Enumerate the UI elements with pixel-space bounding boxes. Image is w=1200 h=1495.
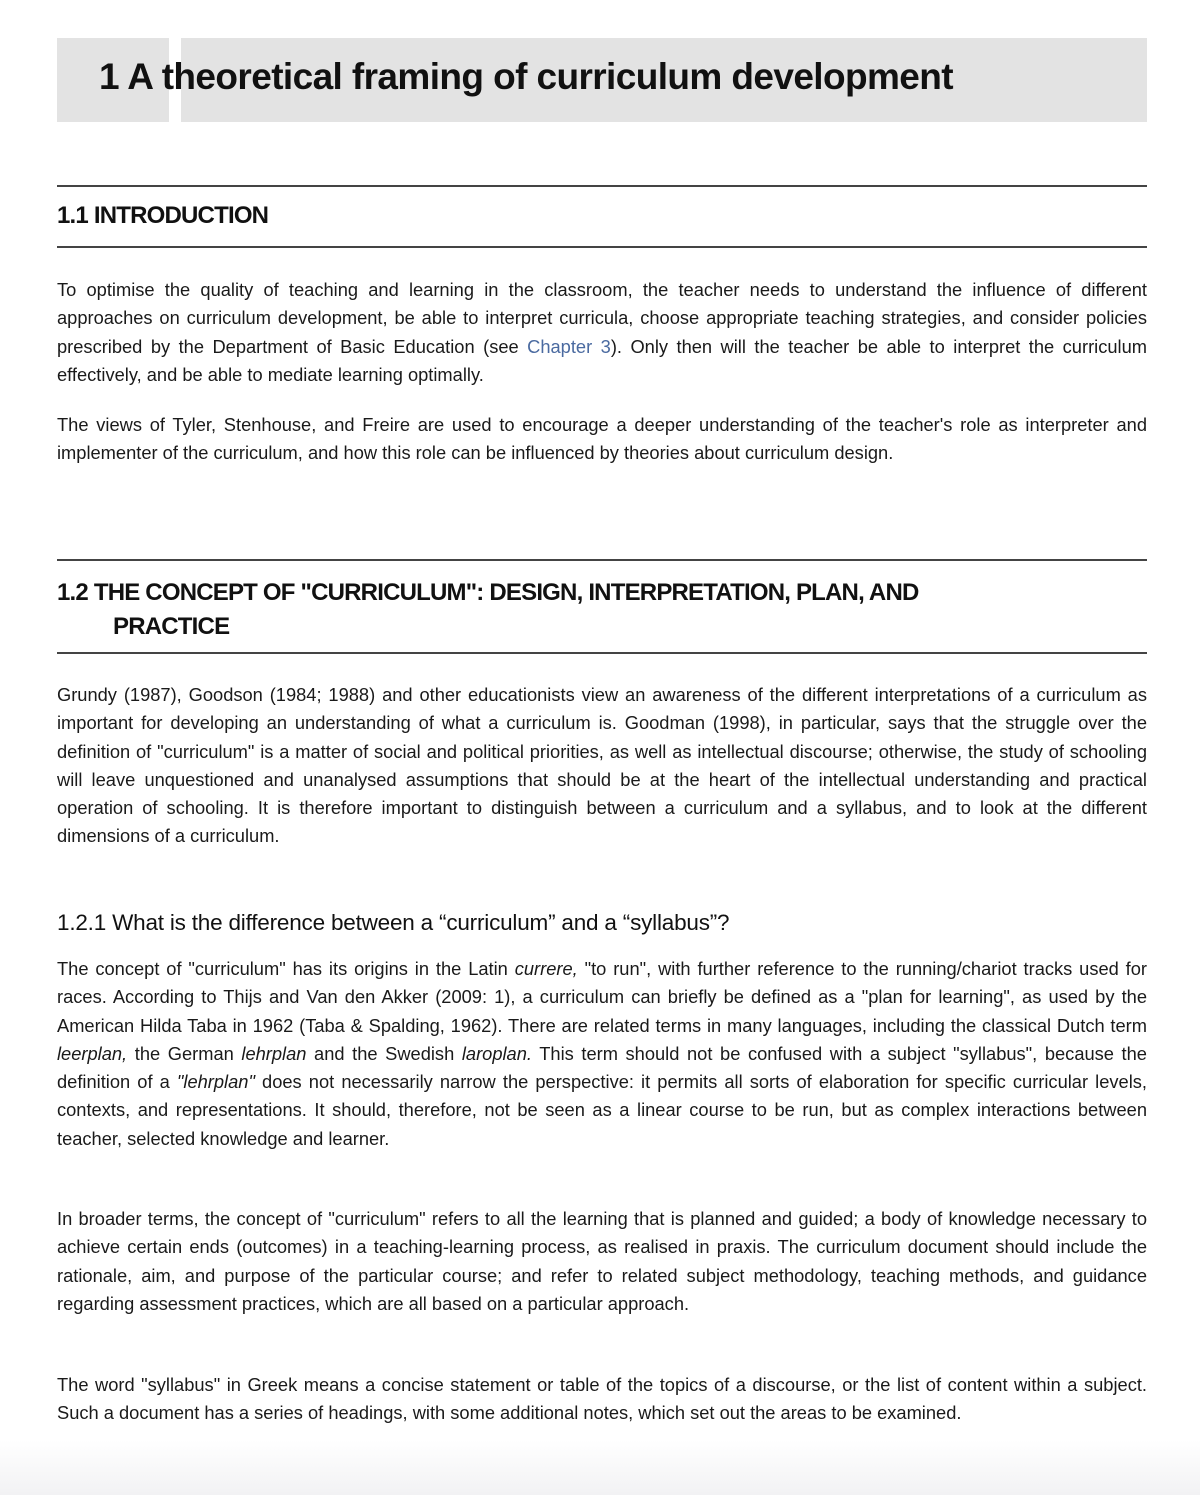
section-title-1-2-line-2: PRACTICE [113,613,230,640]
term-leerplan: leerplan, [57,1042,128,1064]
term-laroplan: laroplan. [461,1042,532,1064]
origin-text-e: This term should not be confused with a subject "syllabus", because the definition of a [57,1042,1147,1093]
page-bottom-shade [0,1440,1200,1495]
origin-text-b: "to run", with further reference to the running/chariot tracks used for races. According to Thijs and Van den Akker (2009: 1), a curriculum can briefly be defined as a "plan for learning", as used by the American Hilda Taba in 1962 (Taba & Spalding, 1962). There are related terms in many languages, including the classical Dutch term [57,958,1148,1036]
origin-text-f: does not necessarily narrow the perspective: it permits all sorts of elaboration for specific curricular levels, contexts, and representations. It should, therefore, not be seen as a linear course to be run, but as complex interactions between teacher, selected knowledge and learner. [57,1071,1147,1149]
chapter-title: 1 A theoretical framing of curriculum development [99,56,953,97]
section-title-1-2-line-1: 1.2 THE CONCEPT OF "CURRICULUM": DESIGN, INTERPRETATION, PLAN, AND [57,579,919,606]
concept-paragraph-1: Grundy (1987), Goodson (1984; 1988) and other educationists view an awareness of the different interpretations of a curriculum as important for developing an understanding of what a curriculum is. Goodman (1998), in particular, says that the struggle over the definition of "curriculum" is a matter of social and political priorities, as well as intellectual discourse; otherwise, the study of schooling will leave unquestioned and unanalysed assumptions that should be at the heart of the intellectual understanding and practical operation of schooling. It is therefore important to distinguish between a curriculum and a syllabus, and to look at the different dimensions of a curriculum. [57,684,1147,847]
intro-paragraph-2: The views of Tyler, Stenhouse, and Freire are used to encourage a deeper understanding of the teacher's role as interpreter and implementer of the curriculum, and how this role can be influenced by theories about curriculum design. [57,414,1147,464]
section-heading-introduction [57,185,1147,248]
section-title-1-2 [57,576,1147,644]
term-currere: currere, [514,958,578,979]
origin-text-a: The concept of "curriculum" has its origins in the Latin [57,958,515,979]
term-lehrplan-quoted: "lehrplan" [176,1071,255,1093]
broader-terms-paragraph: In broader terms, the concept of "curriculum" refers to all the learning that is planned and guided; a body of knowledge necessary to achieve certain ends (outcomes) in a teaching-learning process, as realised in praxis. The curriculum document should include the rationale, aim, and purpose of the particular course; and refer to related subject methodology, teaching methods, and guidance regarding assessment practices, which are all based on a particular approach. [57,1208,1147,1314]
intro-paragraph-1-text: To optimise the quality of teaching and learning in the classroom, the teacher needs to understand the influence of different approaches on curriculum development, be able to interpret curricula, choose appropriate teaching strategies, and consider policies prescribed by the Department of Basic Education (see [57,279,1147,357]
intro-paragraph-1 [57,276,1147,389]
chapter-header-band [57,38,1147,122]
term-lehrplan: lehrplan [241,1042,307,1064]
curriculum-origin-paragraph [57,955,1147,1153]
section-title-1-1: 1.1 INTRODUCTION [57,202,269,229]
subsection-title-1-2-1: 1.2.1 What is the difference between a “curriculum” and a “syllabus”? [57,910,730,935]
chapter-3-link[interactable]: Chapter 3 [527,335,611,357]
origin-text-d: and the Swedish [306,1042,462,1064]
intro-paragraph-1-tail: ). Only then will the teacher be able to interpret the curriculum effectively, and be able to mediate learning optimally. [57,335,1147,385]
origin-text-c: the German [127,1042,242,1064]
section-heading-concept-of-curriculum [57,559,1147,654]
syllabus-paragraph: The word "syllabus" in Greek means a concise statement or table of the topics of a discourse, or the list of content within a subject. Such a document has a series of headings, with some additional notes, which set out the areas to be examined. [57,1374,1147,1424]
